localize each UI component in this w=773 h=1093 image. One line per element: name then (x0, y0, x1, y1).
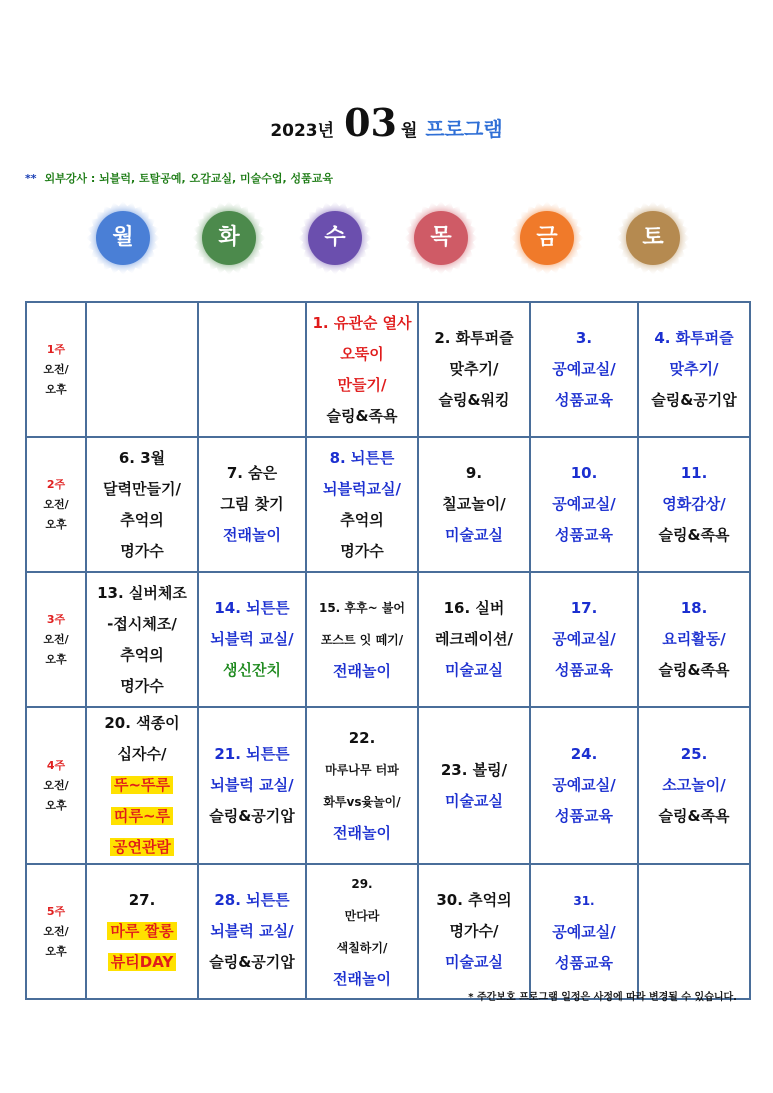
activity-text: 9. (465, 464, 483, 482)
activity-text: 6. 3월 (118, 448, 166, 467)
activity-line (643, 655, 745, 686)
week-time-label: 오전/ (43, 362, 69, 376)
activity-text: 성품교육 (555, 661, 613, 679)
activity-text: 만들기/ (337, 375, 387, 394)
activity-line (91, 640, 193, 671)
week-time-label: 오후 (45, 798, 67, 812)
activity-text: 그림 찾기 (220, 495, 284, 513)
day-cell (530, 437, 638, 572)
activity-text: 생신잔치 (223, 661, 281, 679)
activity-text: 미술교실 (445, 953, 503, 971)
activity-line (643, 593, 745, 624)
activity-line (203, 885, 301, 916)
note-marker: ** (25, 172, 37, 185)
activity-line (91, 832, 193, 863)
page-title (0, 100, 773, 145)
note-text: 외부강사 : 뇌블럭, 토탈공예, 오감교실, 미술수업, 성품교육 (44, 172, 334, 185)
activity-text: 맞추기/ (449, 360, 499, 378)
activity-text: 27. (128, 891, 156, 909)
week-header-cell (26, 707, 86, 864)
activity-line (643, 520, 745, 551)
day-cell (418, 864, 530, 999)
activity-text: 29. (351, 877, 373, 891)
activity-text: 30. 추억의 (436, 891, 512, 909)
activity-line (535, 323, 633, 354)
weekday-badge (297, 200, 373, 276)
week-header-cell (26, 437, 86, 572)
activity-line (535, 739, 633, 770)
week-row (26, 572, 750, 707)
day-cell (198, 572, 306, 707)
activity-text: 칠교놀이/ (442, 495, 506, 513)
title-year: 2023년 (270, 121, 335, 141)
activity-line (643, 489, 745, 520)
activity-line (91, 916, 193, 947)
day-cell (306, 437, 418, 572)
title-month: 03 (344, 100, 397, 145)
activity-text: 전래놀이 (333, 823, 391, 842)
week-time-label: 오후 (45, 382, 67, 396)
activity-line (423, 624, 525, 655)
activity-text: 전래놀이 (223, 526, 281, 544)
weekday-label: 금 (536, 225, 558, 250)
activity-text: 포스트 잇 떼기/ (320, 633, 404, 647)
weekday-label: 화 (218, 225, 240, 250)
activity-line (311, 370, 413, 401)
activity-line (423, 385, 525, 416)
activity-line (535, 520, 633, 551)
day-cell (86, 864, 198, 999)
day-cell (418, 302, 530, 437)
activity-line (535, 917, 633, 948)
week-row (26, 707, 750, 864)
activity-line (203, 593, 301, 624)
activity-line (643, 801, 745, 832)
week-number: 3주 (46, 612, 66, 626)
activity-line (311, 308, 413, 339)
week-header-cell (26, 572, 86, 707)
activity-text: 슬링&족욕 (326, 406, 398, 425)
activity-text: 명가수/ (449, 922, 499, 940)
activity-line (91, 671, 193, 702)
week-number: 4주 (46, 758, 66, 772)
activity-text: 성품교육 (555, 526, 613, 544)
activity-line (535, 354, 633, 385)
week-header-cell (26, 302, 86, 437)
activity-line (643, 624, 745, 655)
activity-text: 성품교육 (555, 391, 613, 409)
day-cell (306, 707, 418, 864)
weekday-badge (615, 200, 691, 276)
weekday-label: 월 (112, 225, 134, 250)
activity-text: 만다라 (344, 909, 380, 923)
activity-text: 14. 뇌튼튼 (214, 599, 290, 617)
activity-line (203, 770, 301, 801)
week-number: 5주 (46, 904, 66, 918)
activity-line (423, 323, 525, 354)
activity-line (423, 916, 525, 947)
activity-text: 공예교실/ (552, 495, 616, 513)
activity-line (203, 520, 301, 551)
activity-text: 띠루~루 (111, 807, 173, 825)
day-cell (86, 572, 198, 707)
activity-text: 10. (570, 464, 598, 482)
activity-text: 뇌블럭 교실/ (210, 922, 294, 940)
activity-line (91, 536, 193, 567)
activity-line (643, 385, 745, 416)
activity-text: 슬링&족욕 (658, 807, 730, 825)
activity-text: 화투vs윷놀이/ (323, 794, 401, 809)
activity-line (535, 948, 633, 979)
weekday-label: 토 (642, 225, 664, 250)
weekday-badge (191, 200, 267, 276)
day-cell (306, 302, 418, 437)
activity-text: 성품교육 (555, 807, 613, 825)
activity-line (423, 458, 525, 489)
activity-line (535, 593, 633, 624)
activity-text: 맞추기/ (669, 360, 719, 378)
external-instructor-note (25, 170, 333, 186)
activity-line (423, 786, 525, 817)
activity-line (311, 656, 413, 687)
weekday-label: 수 (324, 225, 346, 250)
activity-line (311, 624, 413, 656)
day-cell (306, 864, 418, 999)
day-cell (638, 572, 750, 707)
day-cell (638, 707, 750, 864)
activity-text: 8. 뇌튼튼 (329, 448, 395, 467)
activity-text: 미술교실 (445, 661, 503, 679)
day-cell (418, 572, 530, 707)
activity-line (311, 505, 413, 536)
activity-line (535, 655, 633, 686)
activity-text: 뚜~뚜루 (111, 776, 173, 794)
activity-line (423, 354, 525, 385)
activity-line (203, 655, 301, 686)
activity-text: 25. (680, 745, 708, 763)
activity-text: 28. 뇌튼튼 (214, 891, 290, 909)
day-cell (198, 864, 306, 999)
activity-line (311, 818, 413, 849)
activity-text: 슬링&공기압 (209, 953, 295, 971)
activity-line (535, 624, 633, 655)
activity-line (91, 505, 193, 536)
activity-line (91, 739, 193, 770)
activity-text: 2. 화투퍼즐 (434, 329, 514, 347)
activity-line (311, 964, 413, 995)
activity-text: 4. 화투퍼즐 (654, 329, 734, 347)
activity-line (203, 801, 301, 832)
day-cell (638, 302, 750, 437)
day-cell (530, 707, 638, 864)
activity-line (423, 885, 525, 916)
activity-line (643, 458, 745, 489)
activity-text: 슬링&족욕 (658, 526, 730, 544)
footer-note: * 주간보호 프로그램 일정은 사정에 따라 변경될 수 있습니다. (468, 992, 737, 1003)
activity-line (423, 593, 525, 624)
activity-text: 23. 볼링/ (440, 760, 508, 779)
activity-line (423, 947, 525, 978)
activity-line (311, 592, 413, 624)
day-cell (418, 437, 530, 572)
activity-line (91, 443, 193, 474)
activity-line (91, 474, 193, 505)
activity-line (91, 708, 193, 739)
activity-line (203, 916, 301, 947)
activity-line (535, 385, 633, 416)
activity-text: 색칠하기/ (336, 941, 388, 955)
activity-line (643, 354, 745, 385)
week-time-label: 오전/ (43, 778, 69, 792)
activity-line (311, 401, 413, 432)
activity-text: 뇌블럭교실/ (323, 479, 401, 498)
activity-text: 공연관람 (110, 838, 174, 856)
week-time-label: 오후 (45, 944, 67, 958)
activity-text: 슬링&공기압 (651, 391, 737, 409)
activity-line (535, 885, 633, 917)
activity-text: 공예교실/ (552, 630, 616, 648)
activity-line (311, 786, 413, 818)
activity-text: 16. 실버 (443, 599, 505, 617)
activity-line (535, 770, 633, 801)
activity-line (311, 868, 413, 900)
activity-line (535, 489, 633, 520)
activity-text: 성품교육 (555, 953, 613, 972)
activity-text: 미술교실 (445, 791, 503, 810)
day-cell (530, 864, 638, 999)
activity-text: 공예교실/ (552, 776, 616, 794)
activity-line (535, 458, 633, 489)
activity-text: 오뚝이 (340, 344, 384, 363)
activity-line (643, 770, 745, 801)
week-time-label: 오전/ (43, 497, 69, 511)
activity-text: 미술교실 (445, 526, 503, 544)
activity-line (311, 932, 413, 964)
activity-line (311, 536, 413, 567)
activity-text: 명가수 (340, 541, 384, 560)
day-cell (638, 437, 750, 572)
activity-line (203, 458, 301, 489)
activity-text: 7. 숨은 (226, 464, 278, 482)
activity-text: 18. (680, 599, 708, 617)
day-cell (86, 437, 198, 572)
activity-text: 추억의 (120, 510, 164, 529)
activity-text: 슬링&워킹 (438, 391, 510, 409)
week-row (26, 437, 750, 572)
activity-text: 3. (575, 329, 593, 347)
weekday-badges (85, 200, 751, 280)
week-row (26, 302, 750, 437)
week-number: 1주 (46, 342, 66, 356)
activity-text: 마루나무 터파 (325, 762, 399, 777)
title-program: 프로그램 (425, 117, 503, 141)
activity-line (311, 900, 413, 932)
activity-text: 뷰티DAY (108, 953, 176, 971)
activity-line (91, 947, 193, 978)
activity-text: 전래놀이 (333, 970, 391, 988)
activity-text: 레크레이션/ (435, 630, 513, 648)
activity-text: 명가수 (120, 541, 164, 560)
activity-text: 뇌블럭 교실/ (210, 630, 294, 648)
week-time-label: 오후 (45, 517, 67, 531)
activity-text: 1. 유관순 열사 (312, 313, 412, 332)
activity-line (535, 801, 633, 832)
activity-line (311, 474, 413, 505)
activity-text: 슬링&족욕 (658, 661, 730, 679)
activity-text: 공예교실/ (552, 922, 616, 941)
weekday-badge (85, 200, 161, 276)
activity-text: 15. 후후~ 불어 (318, 601, 406, 615)
day-cell (530, 302, 638, 437)
activity-line (311, 754, 413, 786)
activity-line (643, 739, 745, 770)
activity-line (311, 339, 413, 370)
weekday-badge (403, 200, 479, 276)
week-time-label: 오전/ (43, 632, 69, 646)
week-number: 2주 (46, 477, 66, 491)
weekday-label: 목 (430, 225, 452, 250)
activity-line (91, 609, 193, 640)
activity-text: 13. 실버체조 (97, 583, 187, 602)
activity-line (643, 323, 745, 354)
day-cell (306, 572, 418, 707)
activity-text: 31. (573, 893, 595, 908)
day-cell (530, 572, 638, 707)
activity-text: 11. (680, 464, 708, 482)
activity-line (423, 489, 525, 520)
day-cell (198, 302, 306, 437)
activity-line (203, 624, 301, 655)
activity-text: 소고놀이/ (662, 776, 726, 794)
activity-text: 17. (570, 599, 598, 617)
week-row (26, 864, 750, 999)
week-header-cell (26, 864, 86, 999)
activity-line (311, 723, 413, 754)
activity-text: 22. (348, 728, 376, 747)
activity-text: 20. 색종이 (104, 714, 180, 732)
day-cell (86, 707, 198, 864)
day-cell (418, 707, 530, 864)
activity-text: -접시체조/ (107, 614, 177, 633)
activity-text: 슬링&공기압 (209, 807, 295, 825)
activity-text: 명가수 (120, 676, 164, 695)
activity-text: 전래놀이 (333, 662, 391, 680)
activity-line (203, 947, 301, 978)
activity-text: 공예교실/ (552, 360, 616, 378)
activity-line (423, 755, 525, 786)
activity-text: 십자수/ (117, 745, 167, 763)
activity-line (91, 801, 193, 832)
day-cell (86, 302, 198, 437)
activity-text: 21. 뇌튼튼 (214, 745, 290, 763)
activity-text: 추억의 (340, 510, 384, 529)
activity-line (203, 739, 301, 770)
activity-line (423, 520, 525, 551)
activity-text: 24. (570, 745, 598, 763)
activity-text: 요리활동/ (662, 630, 726, 648)
program-calendar (25, 301, 751, 1000)
week-time-label: 오전/ (43, 924, 69, 938)
activity-line (203, 489, 301, 520)
title-month-unit: 월 (400, 121, 418, 141)
activity-line (91, 885, 193, 916)
activity-text: 달력만들기/ (103, 479, 181, 498)
activity-text: 영화감상/ (662, 495, 726, 513)
activity-text: 뇌블럭 교실/ (210, 776, 294, 794)
activity-line (423, 655, 525, 686)
week-time-label: 오후 (45, 652, 67, 666)
activity-text: 추억의 (120, 645, 164, 664)
activity-line (311, 443, 413, 474)
weekday-badge (509, 200, 585, 276)
activity-line (91, 770, 193, 801)
day-cell (198, 707, 306, 864)
day-cell (198, 437, 306, 572)
activity-line (91, 578, 193, 609)
activity-text: 마루 짤롱 (107, 922, 176, 940)
day-cell (638, 864, 750, 999)
